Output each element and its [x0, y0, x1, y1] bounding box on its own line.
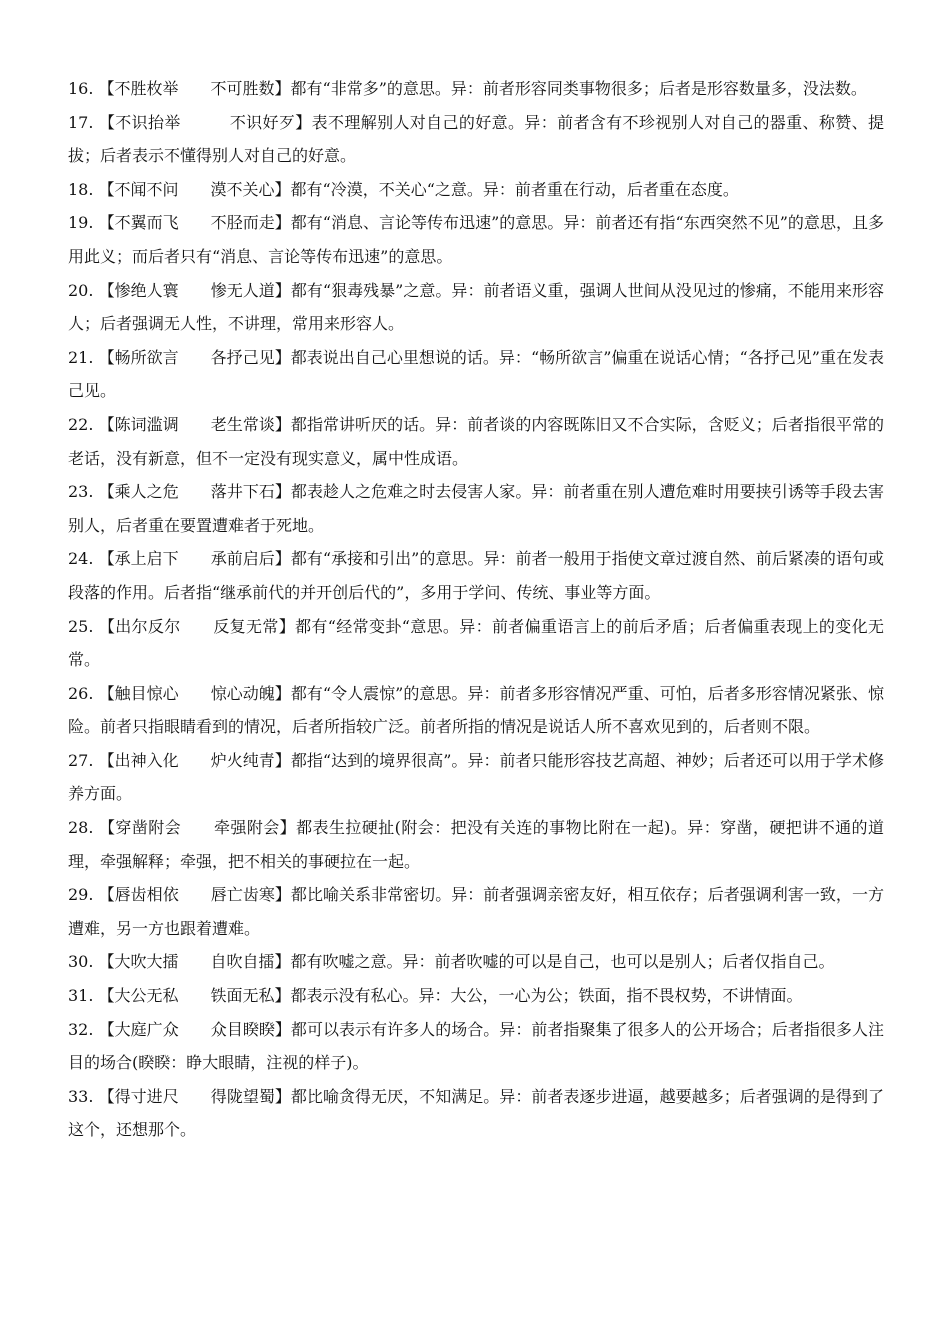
entry-number: 31. [68, 986, 94, 1006]
entry-25 [68, 610, 884, 677]
entry-number: 30. [68, 952, 94, 972]
entry-17 [68, 106, 884, 173]
entry-20 [68, 274, 884, 341]
entry-26 [68, 677, 884, 744]
entry-number: 29. [68, 885, 94, 905]
entry-21 [68, 341, 884, 408]
entry-19 [68, 206, 884, 273]
entry-31 [68, 979, 884, 1013]
entry-text: 【得寸进尺 得陇望蜀】都比喻贪得无厌，不知满足。异：前者表逐步进逼，越要越多；后者强调的是得到了这个，还想那个。 [68, 1086, 884, 1140]
entry-29 [68, 878, 884, 945]
entry-text: 【不胜枚举 不可胜数】都有“非常多”的意思。异：前者形容同类事物很多；后者是形容数量多，没法数。 [98, 79, 867, 98]
entry-number: 33. [68, 1086, 94, 1106]
entry-number: 21. [68, 347, 94, 367]
entry-text: 【大吹大擂 自吹自擂】都有吹嘘之意。异：前者吹嘘的可以是自己，也可以是别人；后者仅指自己。 [98, 952, 835, 972]
entry-16 [68, 72, 884, 106]
entry-number: 20. [68, 280, 94, 300]
entry-text: 【穿凿附会 牵强附会】都表生拉硬扯(附会：把没有关连的事物比附在一起)。异：穿凿，硬把讲不通的道理，牵强解释；牵强，把不相关的事硬拉在一起。 [68, 818, 884, 871]
entry-number: 19. [68, 213, 94, 233]
entry-23 [68, 475, 884, 542]
entry-27 [68, 744, 884, 811]
entry-number: 26. [68, 683, 94, 703]
entry-text: 【大公无私 铁面无私】都表示没有私心。异：大公，一心为公；铁面，指不畏权势，不讲情面。 [98, 986, 803, 1006]
entry-number: 24. [68, 549, 94, 569]
entry-number: 27. [68, 750, 94, 770]
entry-number: 25. [68, 616, 94, 636]
entry-text: 【唇齿相依 唇亡齿寒】都比喻关系非常密切。异：前者强调亲密友好，相互依存；后者强调利害一致，一方遭难，另一方也跟着遭难。 [68, 885, 884, 938]
entry-text: 【陈词滥调 老生常谈】都指常讲听厌的话。异：前者谈的内容既陈旧又不合实际，含贬义；后者指很平常的老话，没有新意，但不一定没有现实意义，属中性成语。 [68, 414, 884, 468]
entry-24 [68, 542, 884, 609]
entry-text: 【不翼而飞 不胫而走】都有“消息、言论等传布迅速”的意思。异：前者还有指“东西突然不见”的意思，且多用此义；而后者只有“消息、言论等传布迅速”的意思。 [68, 213, 884, 266]
entry-text: 【畅所欲言 各抒己见】都表说出自己心里想说的话。异：“畅所欲言”偏重在说话心情；“各抒己见”重在发表己见。 [68, 347, 884, 401]
entry-33 [68, 1080, 884, 1147]
entry-number: 32. [68, 1019, 94, 1039]
entry-text: 【大庭广众 众目睽睽】都可以表示有许多人的场合。异：前者指聚集了很多人的公开场合；后者指很多人注目的场合(睽睽：睁大眼睛，注视的样子)。 [68, 1019, 884, 1073]
entry-number: 17. [68, 112, 94, 132]
entry-18 [68, 173, 884, 207]
entry-22 [68, 408, 884, 475]
entry-32 [68, 1013, 884, 1080]
entry-number: 22. [68, 414, 94, 434]
entry-28 [68, 811, 884, 878]
entry-30 [68, 945, 884, 979]
entry-text: 【出尔反尔 反复无常】都有“经常变卦“意思。异：前者偏重语言上的前后矛盾；后者偏重表现上的变化无常。 [68, 616, 884, 670]
entry-number: 28. [68, 818, 94, 838]
entry-text: 【不闻不问 漠不关心】都有“冷漠，不关心“之意。异：前者重在行动，后者重在态度。 [98, 179, 739, 199]
entry-text: 【触目惊心 惊心动魄】都有“令人震惊”的意思。异：前者多形容情况严重、可怕，后者多形容情况紧张、惊险。前者只指眼睛看到的情况，后者所指较广泛。前者所指的情况是说话人所不喜欢见到的，后者则不限。 [68, 683, 884, 737]
entry-text: 【乘人之危 落井下石】都表趁人之危难之时去侵害人家。异：前者重在别人遭危难时用要挟引诱等手段去害别人，后者重在要置遭难者于死地。 [68, 482, 884, 535]
entry-number: 16. [68, 79, 94, 98]
entry-number: 23. [68, 482, 94, 502]
entry-number: 18. [68, 179, 94, 199]
entry-text: 【不识抬举 不识好歹】表不理解别人对自己的好意。异：前者含有不珍视别人对自己的器重、称赞、提拔；后者表示不懂得别人对自己的好意。 [68, 112, 884, 166]
entry-text: 【惨绝人寰 惨无人道】都有“狠毒残暴”之意。异：前者语义重，强调人世间从没见过的惨痛，不能用来形容人；后者强调无人性，不讲理，常用来形容人。 [68, 280, 884, 334]
entry-text: 【出神入化 炉火纯青】都指“达到的境界很高”。异：前者只能形容技艺高超、神妙；后者还可以用于学术修养方面。 [68, 750, 884, 804]
entry-text: 【承上启下 承前启后】都有“承接和引出”的意思。异：前者一般用于指使文章过渡自然、前后紧凑的语句或段落的作用。后者指“继承前代的并开创后代的”，多用于学问、传统、事业等方面。 [68, 549, 884, 602]
